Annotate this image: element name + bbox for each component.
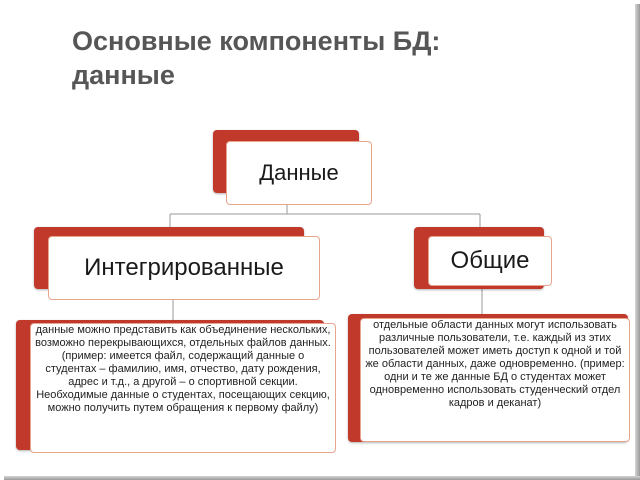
root-node — [226, 141, 372, 205]
right-node — [428, 236, 552, 286]
slide-title: Основные компоненты БД: данные — [72, 26, 441, 90]
left-description-text: данные можно представить как объединение нескольких, возможно перекрывающихся, отдельных файлов данных. (пример: имеется файл, содержащий данные о студентах – фамилию, имя, отчество, дату рождения, адрес и т.д., а другой – о спортивной секции. Необходимые данные о студентах, посещающих секцию, можно получить путем обращения к первому файлу) — [35, 324, 331, 414]
right-node-label: Общие — [450, 247, 530, 274]
right-description-text: отдельные области данных могут использовать различные пользователи, т.е. каждый из этих пользователей может иметь доступ к одной и той же области данных, даже одновременно. (пример: одни и те же данные БД о студентах может одновременно использовать студенческий отдел кадров и деканат) — [365, 319, 625, 409]
left-node — [48, 236, 320, 300]
right-description-box — [360, 318, 630, 442]
left-description-box — [30, 323, 336, 453]
root-node-label: Данные — [259, 160, 339, 185]
left-node-label: Интегрированные — [84, 254, 284, 281]
